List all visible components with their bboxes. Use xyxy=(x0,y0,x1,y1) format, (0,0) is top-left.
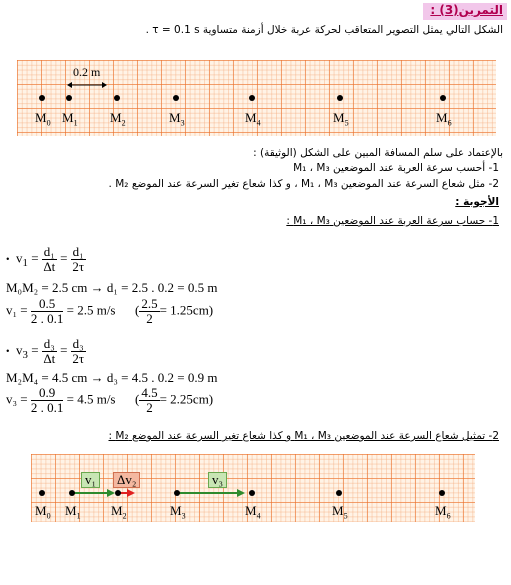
point-m3 xyxy=(173,95,179,101)
v3-arrowhead xyxy=(237,489,245,497)
v1-formula: • $v_1$ = $\frac{\text{d₁}}{\Delta t}$ = $\frac{\text{d₁}}{2\tau}$ xyxy=(6,244,85,274)
point-m6 xyxy=(440,95,446,101)
point2-m5 xyxy=(336,490,342,496)
label-m6: $M_6$ xyxy=(436,110,452,128)
label2-m2: $M_2$ xyxy=(111,503,127,521)
label2-m1: $M_1$ xyxy=(65,503,81,521)
point2-m1 xyxy=(69,490,75,496)
label2-m3: $M_3$ xyxy=(170,503,186,521)
label-m5: $M_5$ xyxy=(333,110,349,128)
point-m2 xyxy=(114,95,120,101)
point-m5 xyxy=(337,95,343,101)
v3-formula: • $v_3$ = $\frac{\text{d₃}}{\Delta t}$ = $\frac{\text{d₃}}{2\tau}$ xyxy=(6,336,85,366)
label-m1: $M_1$ xyxy=(62,110,78,128)
v1-calculation: v₁ = $\frac{0.5}{2 . 0.1}$ = 2.5 m/s ( $\frac{2.5}{2}$ = 1.25cm) xyxy=(6,296,214,326)
figure2-grid xyxy=(31,454,475,522)
answer1-heading: 1- حساب سرعة العربة عند الموضعين M₁ ، M₃ : xyxy=(286,215,499,227)
point2-m2 xyxy=(115,490,121,496)
v1-label: v₁ xyxy=(81,472,100,488)
v1-distance: M₀M₂ = 2.5 cm → d₁ = 2.5 . 0.2 = 0.5 m xyxy=(6,280,218,295)
point2-m3 xyxy=(174,490,180,496)
label-m0: $M_0$ xyxy=(35,110,51,128)
label-m4: $M_4$ xyxy=(245,110,261,128)
v3-label: v₃ xyxy=(208,472,227,488)
point-m1 xyxy=(66,95,72,101)
scale-label: 0.2 m xyxy=(73,65,101,79)
dv2-arrowhead xyxy=(127,489,135,497)
v3-distance: M₂M₄ = 4.5 cm → d₃ = 4.5 . 0.2 = 0.9 m xyxy=(6,370,218,385)
point-m4 xyxy=(249,95,255,101)
label-m2: $M_2$ xyxy=(110,110,126,128)
statement-text: الشكل التالي يمثل التصوير المتعاقب لحركة عربة خلال أزمنة متساوية τ = 0.1 s . xyxy=(145,24,503,36)
exercise-title: التمرين(3) : xyxy=(430,3,503,17)
v3-calculation: v₃ = $\frac{0.9}{2 . 0.1}$ = 4.5 m/s ( $\frac{4.5}{2}$ = 2.25cm) xyxy=(6,385,214,415)
question-2: 2- مثل شعاع السرعة عند الموضعين M₁ ، M₃ ، و كذا شعاع تغير السرعة عند الموضع M₂ . xyxy=(108,178,499,190)
label2-m0: $M_0$ xyxy=(35,503,51,521)
label2-m4: $M_4$ xyxy=(245,503,261,521)
figure1-grid xyxy=(17,60,496,136)
point-m0 xyxy=(39,95,45,101)
scale-arrow xyxy=(67,80,107,90)
answer2-heading: 2- تمثيل شعاع السرعة عند الموضعين M₁ ، M₃ و كذا شعاع تغير السرعة عند الموضع M₂ : xyxy=(108,430,499,442)
v1-arrowhead xyxy=(107,489,115,497)
dv2-label: Δv₂ xyxy=(113,472,140,488)
point2-m0 xyxy=(39,490,45,496)
label-m3: $M_3$ xyxy=(169,110,185,128)
point2-m6 xyxy=(439,490,445,496)
question-1: 1- أحسب سرعة العربة عند الموضعين M₁ ، M₃ xyxy=(293,162,499,174)
label2-m6: $M_6$ xyxy=(435,503,451,521)
point2-m4 xyxy=(249,490,255,496)
label2-m5: $M_5$ xyxy=(332,503,348,521)
questions-intro: بالإعتماد على سلم المسافة المبين على الشكل (الوثيقة) : xyxy=(253,147,503,159)
answers-title: الأجوبة : xyxy=(455,196,499,208)
